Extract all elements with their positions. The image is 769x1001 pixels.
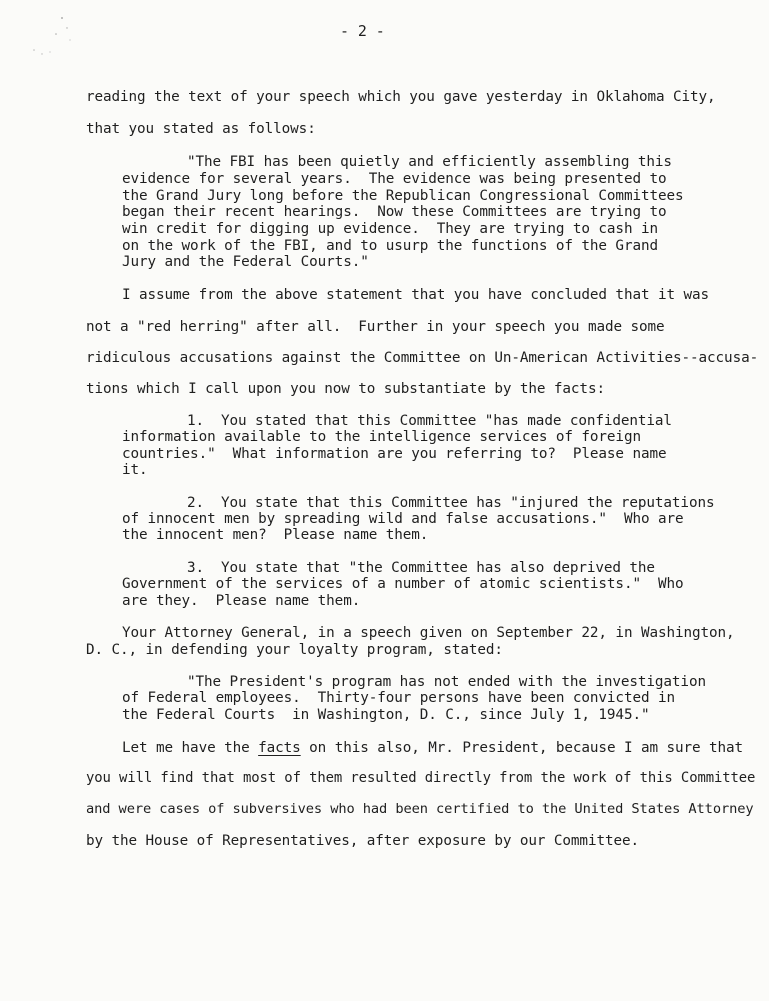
quote-line: "The FBI has been quietly and efficiently assembling this (187, 154, 672, 170)
numbered-item-line: the innocent men? Please name them. (122, 527, 429, 543)
paragraph-line: you will find that most of them resulted directly from the work of this Committee (86, 770, 756, 786)
quote-line: of Federal employees. Thirty-four persons have been convicted in (122, 690, 675, 706)
line-end: on this also, Mr. President, because I am sure that (300, 740, 744, 756)
numbered-item-line: 2. You state that this Committee has "injured the reputations (187, 495, 715, 511)
numbered-item-line: Government of the services of a number of atomic scientists." Who (122, 576, 684, 592)
paragraph-line: by the House of Representatives, after exposure by our Committee. (86, 833, 639, 849)
numbered-item-line: countries." What information are you referring to? Please name (122, 446, 667, 462)
paragraph-line: I assume from the above statement that you have concluded that it was (122, 287, 710, 303)
numbered-item-line: it. (122, 462, 148, 478)
paragraph-line: reading the text of your speech which you gave yesterday in Oklahoma City, (86, 89, 716, 105)
underlined-word: facts (258, 740, 301, 756)
numbered-item-line: of innocent men by spreading wild and false accusations." Who are (122, 511, 684, 527)
numbered-item-line: information available to the intelligence services of foreign (122, 429, 641, 445)
line-start: Let me have the (122, 740, 259, 756)
quote-line: on the work of the FBI, and to usurp the functions of the Grand (122, 238, 658, 254)
quote-line: Jury and the Federal Courts." (122, 254, 369, 270)
page-number: - 2 - (340, 22, 385, 40)
numbered-item-line: 1. You stated that this Committee "has made confidential (187, 413, 672, 429)
paper-specks (20, 10, 90, 70)
paragraph-line: ridiculous accusations against the Committee on Un-American Activities--accusa- (86, 350, 759, 366)
paragraph-line: Your Attorney General, in a speech given on September 22, in Washington, (122, 625, 735, 641)
quote-line: the Federal Courts in Washington, D. C., since July 1, 1945." (122, 707, 650, 723)
quote-line: win credit for digging up evidence. They are trying to cash in (122, 221, 658, 237)
paragraph-line: tions which I call upon you now to substantiate by the facts: (86, 381, 605, 397)
numbered-item-line: are they. Please name them. (122, 593, 361, 609)
quote-line: the Grand Jury long before the Republican Congressional Committees (122, 188, 684, 204)
paragraph-line: D. C., in defending your loyalty program, stated: (86, 642, 503, 658)
numbered-item-line: 3. You state that "the Committee has also deprived the (187, 560, 655, 576)
paragraph-line (122, 741, 743, 755)
quote-line: began their recent hearings. Now these Committees are trying to (122, 204, 667, 220)
quote-line: "The President's program has not ended with the investigation (187, 674, 706, 690)
paragraph-line: that you stated as follows: (86, 121, 316, 137)
paragraph-line: not a "red herring" after all. Further in your speech you made some (86, 319, 665, 335)
quote-line: evidence for several years. The evidence was being presented to (122, 171, 667, 187)
paragraph-line: and were cases of subversives who had been certified to the United States Attorney (86, 801, 754, 817)
